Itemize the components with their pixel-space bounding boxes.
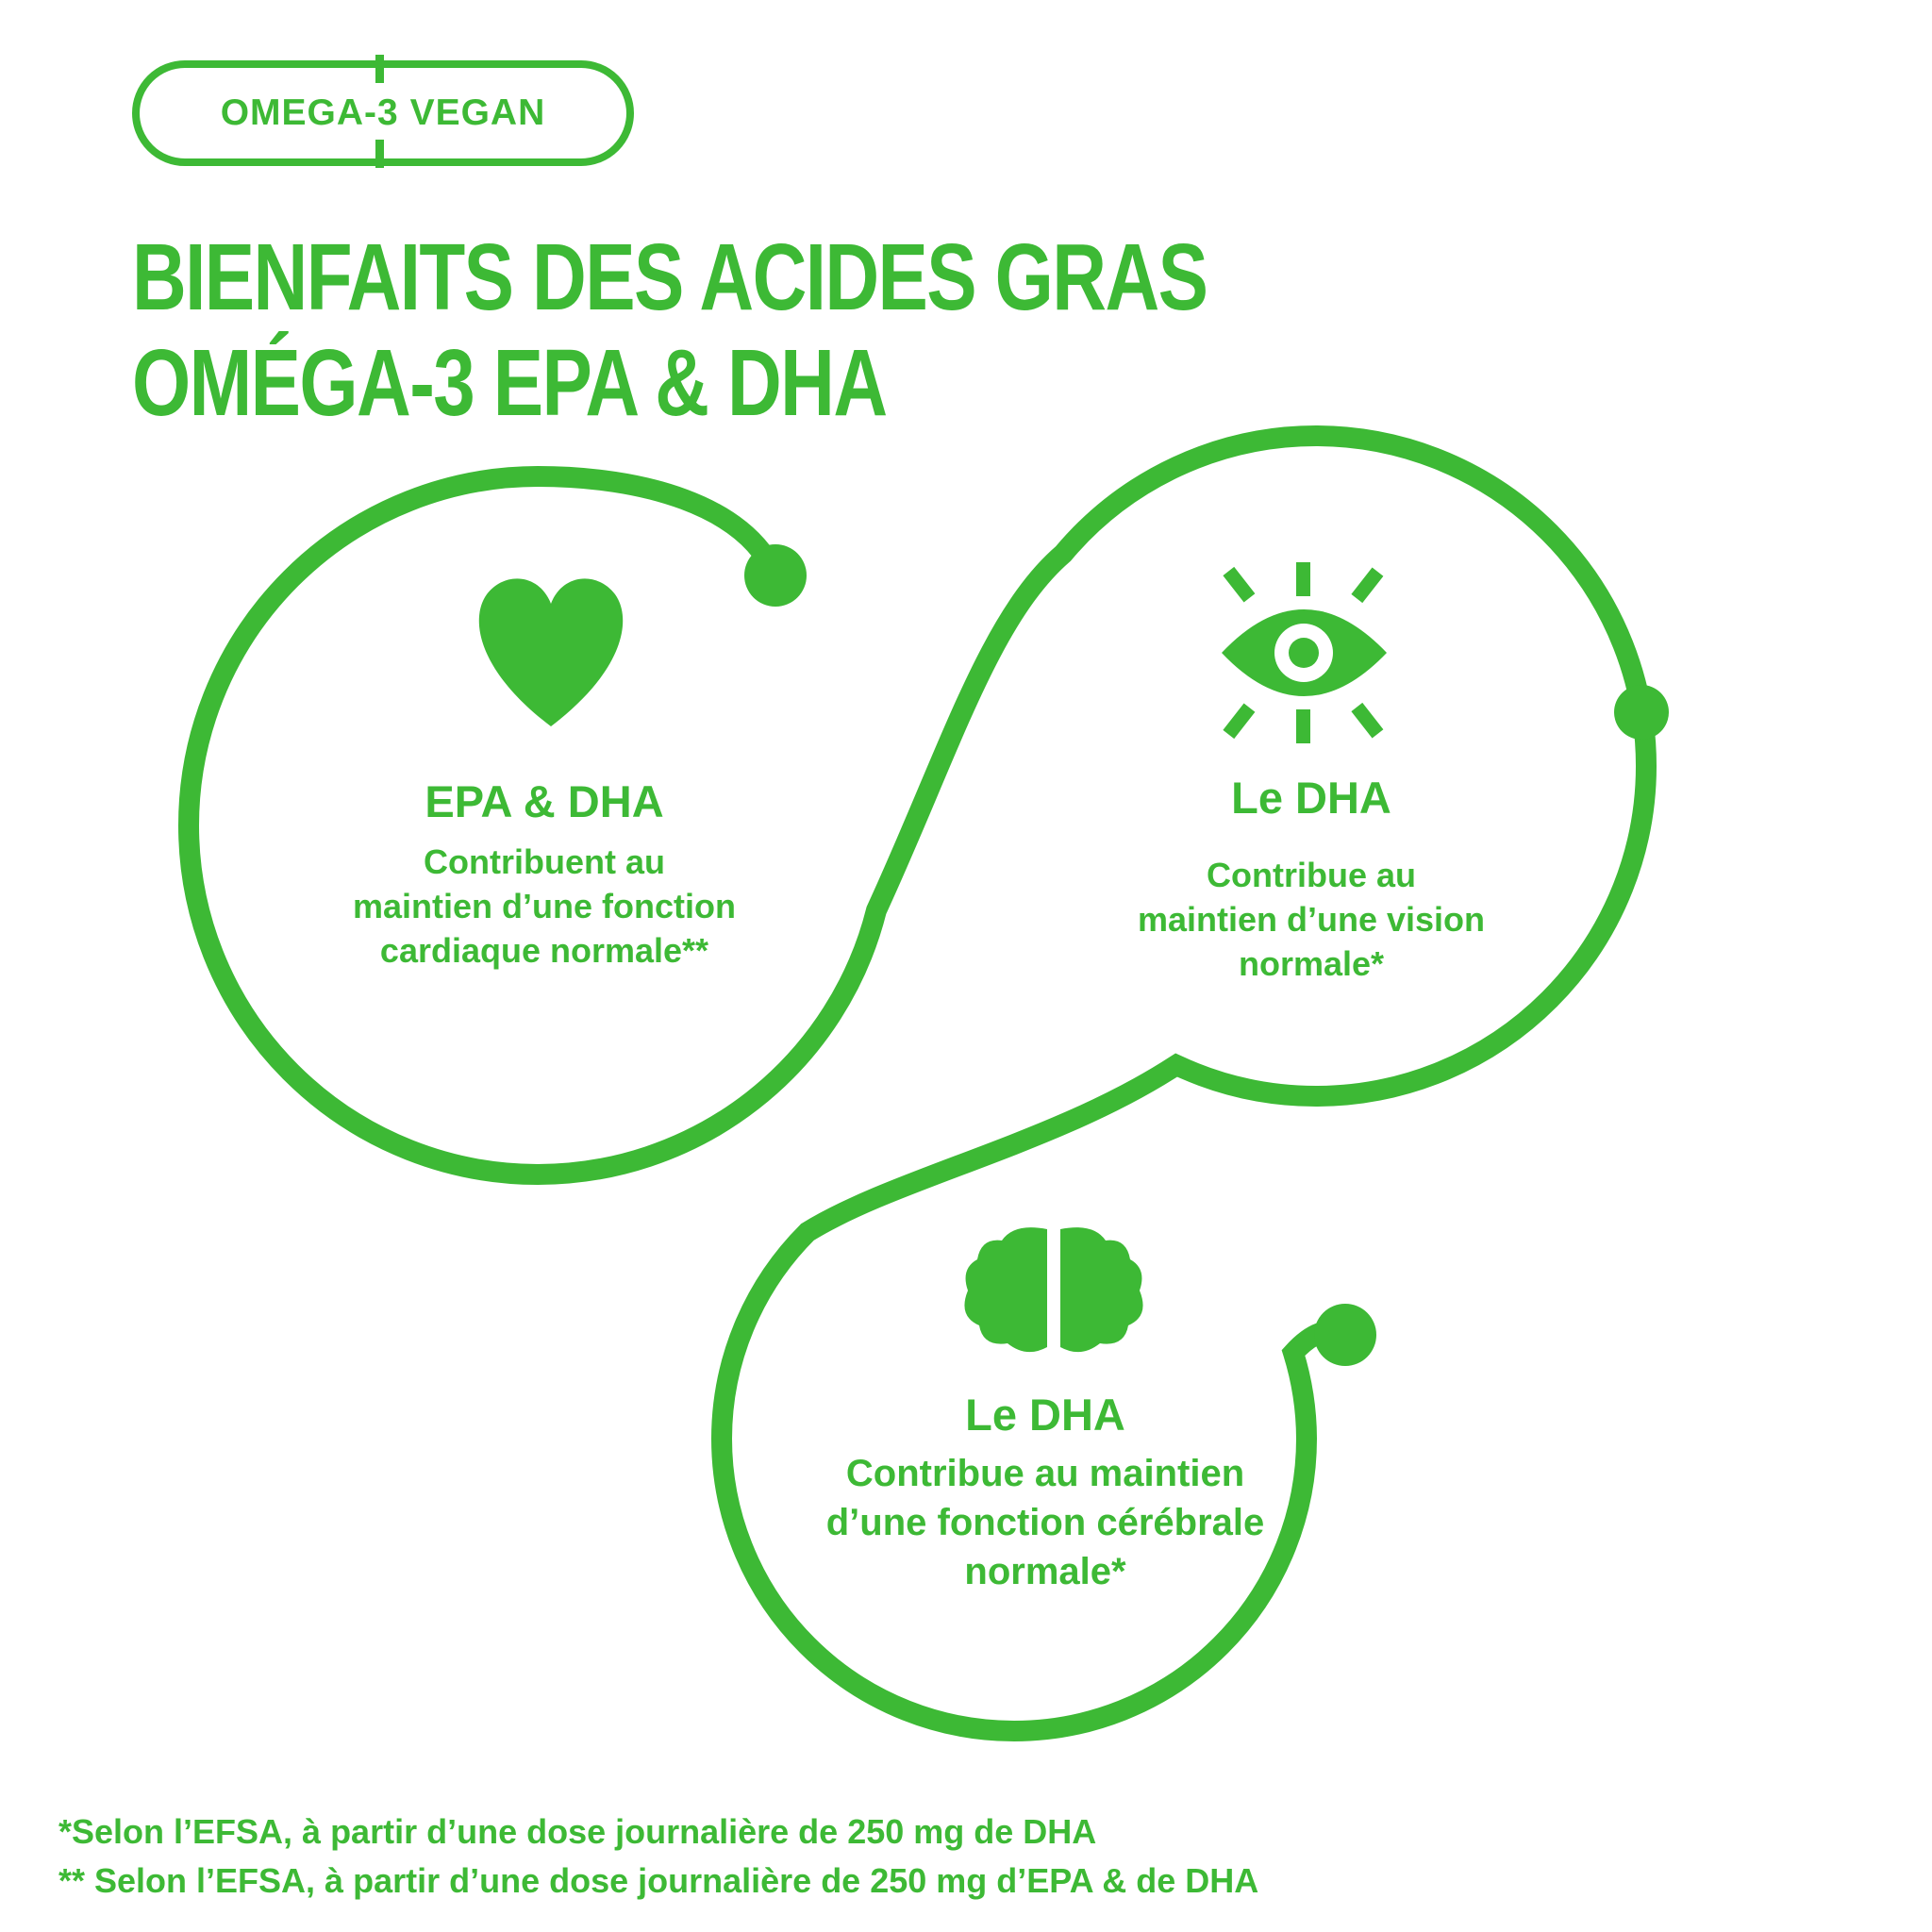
section-vision-line1: Contribue au bbox=[1207, 856, 1416, 894]
brain-icon bbox=[964, 1227, 1142, 1352]
node-dot-vision bbox=[1614, 685, 1669, 740]
page-title-line2: OMÉGA-3 EPA & DHA bbox=[132, 330, 887, 436]
section-brain-line3: normale* bbox=[964, 1551, 1126, 1592]
section-vision-heading: Le DHA bbox=[1231, 773, 1391, 823]
node-dot-brain bbox=[1314, 1304, 1376, 1366]
section-vision-body bbox=[1085, 853, 1538, 986]
page-title-line1: BIENFAITS DES ACIDES GRAS bbox=[132, 225, 1208, 330]
section-brain-body bbox=[762, 1449, 1328, 1596]
section-heart-line2: maintien d’une fonction bbox=[353, 887, 736, 925]
badge-label: OMEGA-3 VEGAN bbox=[220, 92, 546, 133]
eye-icon bbox=[1222, 562, 1387, 743]
section-heart-line1: Contribuent au bbox=[424, 842, 665, 881]
footnotes bbox=[58, 1807, 1258, 1906]
section-heart-line3: cardiaque normale** bbox=[379, 931, 709, 970]
section-vision-line3: normale* bbox=[1238, 944, 1385, 983]
section-vision-line2: maintien d’une vision bbox=[1137, 900, 1486, 939]
section-heart-body bbox=[299, 840, 790, 973]
section-heart-heading: EPA & DHA bbox=[425, 776, 664, 826]
heart-icon bbox=[479, 578, 623, 726]
footnote-1: *Selon l’EFSA, à partir d’une dose journalière de 250 mg de DHA bbox=[58, 1812, 1097, 1851]
section-brain-heading: Le DHA bbox=[965, 1390, 1125, 1440]
section-brain-line1: Contribue au maintien bbox=[845, 1453, 1245, 1494]
footnote-2: ** Selon l’EFSA, à partir d’une dose journalière de 250 mg d’EPA & de DHA bbox=[58, 1861, 1259, 1900]
node-dot-heart bbox=[744, 544, 807, 607]
section-brain-line2: d’une fonction cérébrale bbox=[825, 1502, 1265, 1543]
